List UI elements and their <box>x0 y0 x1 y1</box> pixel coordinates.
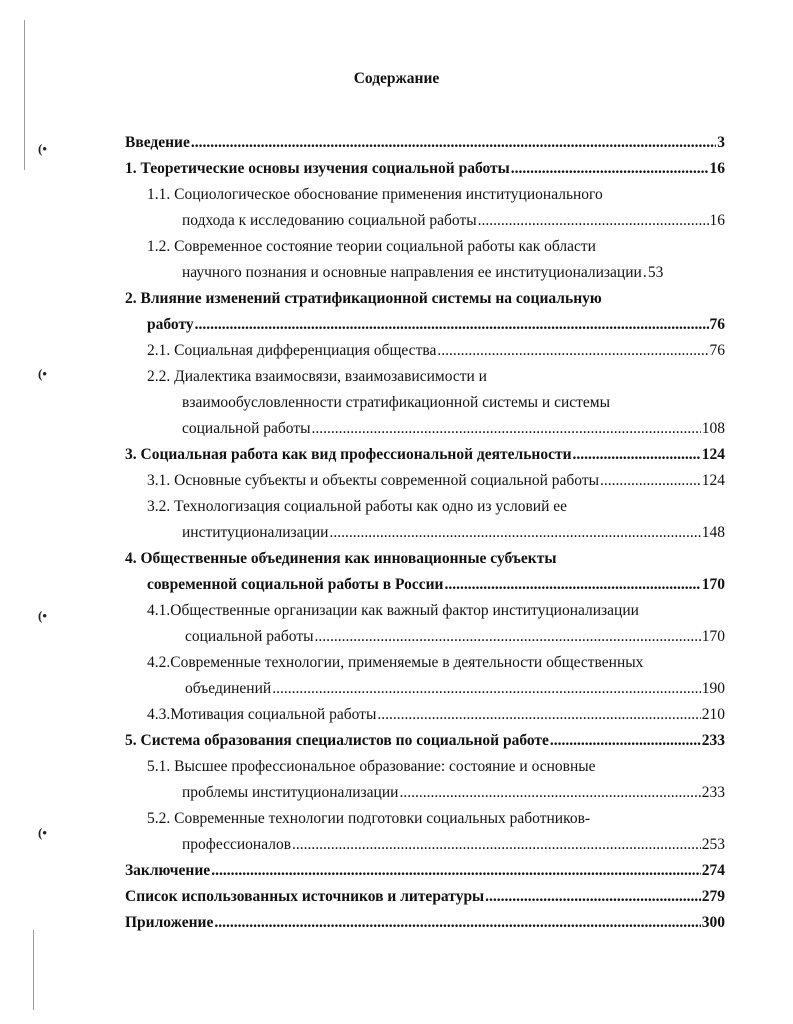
dot-leader <box>511 156 709 182</box>
dot-leader <box>600 468 701 494</box>
toc-entry-section-4-2[interactable] <box>125 650 725 676</box>
toc-page-number: 279 <box>701 888 725 905</box>
toc-entry-text: 2. Влияние изменений стратификационной системы на социальную <box>125 290 602 307</box>
dot-leader <box>444 572 700 598</box>
toc-entry-section-3-2[interactable] <box>125 494 725 520</box>
dot-leader <box>478 208 709 234</box>
toc-entry-text: 4.2.Современные технологии, применяемые в деятельности общественных <box>147 654 644 671</box>
toc-entry-text: подхода к исследованию социальной работы <box>182 212 477 229</box>
toc-page-number: 16 <box>709 212 725 229</box>
dot-leader <box>550 728 701 754</box>
toc-entry-text: 5.2. Современные технологии подготовки социальных работников- <box>147 810 591 827</box>
dot-leader <box>272 676 701 702</box>
dot-leader <box>643 260 647 286</box>
dot-leader <box>315 624 701 650</box>
toc-entry-text: профессионалов <box>182 836 292 853</box>
toc-page-number: 170 <box>701 576 725 593</box>
toc-entry-text: Список использованных источников и литературы <box>125 888 485 905</box>
toc-entry-text: работу <box>147 316 194 333</box>
toc-page-number: 76 <box>709 316 725 333</box>
dot-leader <box>377 702 700 728</box>
toc-entry-text: 2.2. Диалектика взаимосвязи, взаимозависимости и <box>147 368 487 385</box>
toc-entry-section-2-2[interactable] <box>125 364 725 390</box>
toc-entry-section-2-2-cont[interactable] <box>125 416 725 442</box>
toc-entry-section-3-1[interactable] <box>125 468 725 494</box>
dot-leader <box>211 858 701 884</box>
toc-entry-text: 4.1.Общественные организации как важный фактор институционализации <box>147 602 639 619</box>
table-of-contents <box>125 130 725 936</box>
toc-entry-chapter-4-cont[interactable] <box>125 572 725 598</box>
dot-leader <box>195 312 709 338</box>
toc-entry-appendix[interactable] <box>125 910 725 936</box>
toc-entry-intro[interactable] <box>125 130 725 156</box>
toc-entry-chapter-5[interactable] <box>125 728 725 754</box>
toc-page-number: 190 <box>701 680 725 697</box>
toc-entry-text: 3. Социальная работа как вид профессиональной деятельности <box>125 446 572 463</box>
toc-entry-section-5-2-cont[interactable] <box>125 832 725 858</box>
toc-entry-text: 1. Теоретические основы изучения социальной работы <box>125 160 510 177</box>
toc-entry-text: Приложение <box>125 914 214 931</box>
toc-page-number: 53 <box>647 264 664 281</box>
dot-leader <box>573 442 701 468</box>
toc-page-number: 148 <box>701 524 725 541</box>
toc-entry-section-5-2[interactable] <box>125 806 725 832</box>
toc-entry-text: институционализации <box>182 524 329 541</box>
dot-leader <box>437 338 708 364</box>
toc-page-number: 233 <box>701 784 725 801</box>
toc-page-number: 210 <box>701 706 725 723</box>
toc-page-number: 124 <box>701 446 725 463</box>
toc-entry-text: современной социальной работы в России <box>147 576 444 593</box>
toc-entry-text: 3.2. Технологизация социальной работы как одно из условий ее <box>147 498 568 515</box>
toc-entry-conclusion[interactable] <box>125 858 725 884</box>
toc-page-number: 170 <box>701 628 725 645</box>
toc-page-number: 233 <box>701 732 725 749</box>
toc-entry-section-4-3[interactable] <box>125 702 725 728</box>
dot-leader <box>399 780 700 806</box>
toc-entry-section-4-1-cont[interactable] <box>125 624 725 650</box>
dot-leader <box>292 832 701 858</box>
toc-page-number: 300 <box>701 914 725 931</box>
binding-hole-mark: (• <box>38 608 47 623</box>
toc-entry-section-5-1-cont[interactable] <box>125 780 725 806</box>
page-title: Содержание <box>353 70 440 87</box>
toc-entry-section-4-2-cont[interactable] <box>125 676 725 702</box>
toc-entry-section-1-2[interactable] <box>125 234 725 260</box>
dot-leader <box>191 130 716 156</box>
scan-edge-line <box>33 930 34 1010</box>
toc-entry-section-4-1[interactable] <box>125 598 725 624</box>
toc-page-number: 253 <box>701 836 725 853</box>
toc-entry-text: 5. Система образования специалистов по социальной работе <box>125 732 549 749</box>
toc-entry-text: объединений <box>185 680 272 697</box>
toc-entry-chapter-2[interactable] <box>125 286 725 312</box>
binding-hole-mark: (• <box>38 825 47 840</box>
toc-entry-section-3-2-cont[interactable] <box>125 520 725 546</box>
dot-leader <box>485 884 701 910</box>
dot-leader <box>214 910 700 936</box>
toc-entry-references[interactable] <box>125 884 725 910</box>
toc-entry-text: социальной работы <box>185 628 314 645</box>
toc-entry-text: 5.1. Высшее профессиональное образование: состояние и основные <box>147 758 596 775</box>
toc-entry-text: 1.1. Социологическое обоснование применения институционального <box>147 186 603 203</box>
toc-entry-text: 2.1. Социальная дифференциация общества <box>147 342 437 359</box>
toc-page-number: 16 <box>709 160 725 177</box>
binding-hole-mark: (• <box>38 366 47 381</box>
toc-entry-text: 4.3.Мотивация социальной работы <box>147 706 377 723</box>
toc-entry-text: проблемы институционализации <box>182 784 399 801</box>
toc-page-number: 3 <box>717 134 725 151</box>
toc-entry-section-5-1[interactable] <box>125 754 725 780</box>
toc-entry-text: Заключение <box>125 862 211 879</box>
dot-leader <box>329 520 700 546</box>
toc-entry-text: Введение <box>125 134 190 151</box>
toc-entry-chapter-1[interactable] <box>125 156 725 182</box>
toc-page-number: 124 <box>701 472 725 489</box>
toc-entry-chapter-3[interactable] <box>125 442 725 468</box>
toc-entry-section-1-1-cont[interactable] <box>125 208 725 234</box>
dot-leader <box>312 416 701 442</box>
toc-page-number: 76 <box>709 342 725 359</box>
toc-entry-text: 4. Общественные объединения как инновационные субъекты <box>125 550 557 567</box>
toc-entry-section-2-1[interactable] <box>125 338 725 364</box>
toc-entry-section-2-2-cont[interactable] <box>125 390 725 416</box>
toc-entry-text: социальной работы <box>182 420 311 437</box>
toc-entry-text: 1.2. Современное состояние теории социальной работы как области <box>147 238 596 255</box>
scan-edge-line <box>24 20 25 170</box>
binding-hole-mark: (• <box>38 141 47 156</box>
toc-entry-section-1-2-cont[interactable] <box>125 260 725 286</box>
toc-entry-chapter-4[interactable] <box>125 546 725 572</box>
toc-entry-text: научного познания и основные направления ее институционализации <box>182 264 642 281</box>
toc-entry-text: 3.1. Основные субъекты и объекты современной социальной работы <box>147 472 600 489</box>
toc-entry-text: взаимообусловленности стратификационной системы и системы <box>182 394 611 411</box>
toc-page-number: 274 <box>701 862 725 879</box>
toc-entry-section-1-1[interactable] <box>125 182 725 208</box>
toc-entry-chapter-2-cont[interactable] <box>125 312 725 338</box>
toc-page-number: 108 <box>701 420 725 437</box>
